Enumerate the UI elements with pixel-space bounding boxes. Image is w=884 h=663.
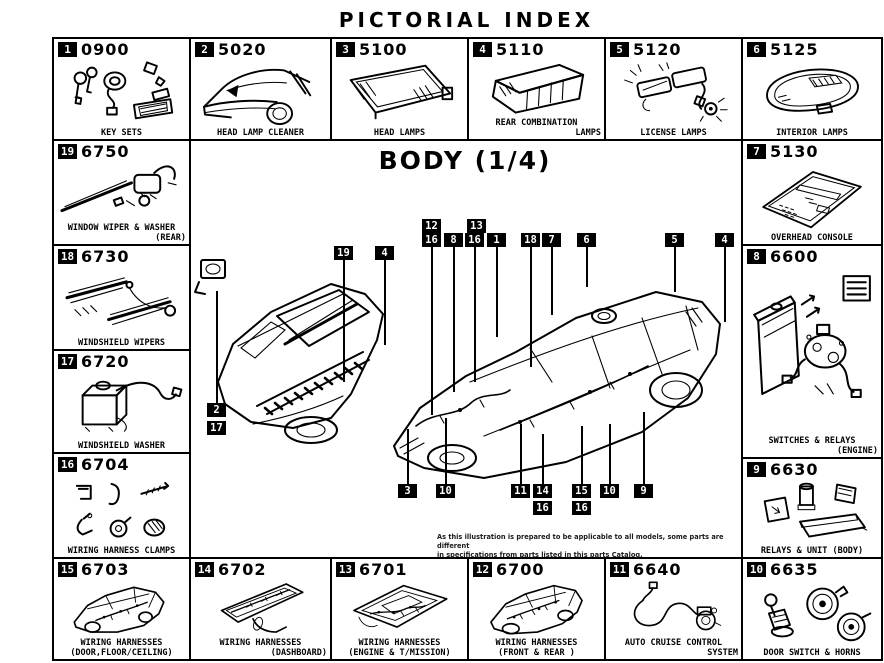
cell-label: WIRING HARNESSES — [495, 638, 578, 648]
cell-number-badge: 11 — [610, 562, 629, 577]
cell-label: WIRING HARNESSES — [358, 638, 441, 648]
cell-number-badge: 10 — [747, 562, 766, 577]
callout-badge-19: 19 — [334, 246, 353, 382]
cell-number-badge: 7 — [747, 144, 766, 159]
index-cell-head-lamps[interactable] — [330, 37, 469, 141]
cell-label-line2: (ENGINE & T/MISSION) — [348, 648, 451, 658]
cell-code: 0900 — [81, 40, 130, 59]
cell-number-badge: 17 — [58, 354, 77, 369]
cell-number-badge: 9 — [747, 462, 766, 477]
callout-badge-2: 2 — [207, 291, 226, 417]
callout-badge-10: 10 — [600, 424, 619, 498]
callout-badge-14: 14 — [533, 434, 552, 498]
interior-lamps-illustration — [746, 59, 878, 126]
relays-unit-body-illustration — [746, 479, 878, 544]
callout-badge-16: 16 — [533, 501, 552, 515]
cell-number-badge: 4 — [473, 42, 492, 57]
head-lamps-illustration — [335, 59, 464, 126]
index-cell-interior-lamps[interactable] — [741, 37, 883, 141]
cell-number-badge: 8 — [747, 249, 766, 264]
key-sets-illustration — [57, 59, 186, 126]
index-cell-head-lamp-cleaner[interactable] — [189, 37, 332, 141]
cell-label-line2: LAMPS — [575, 128, 601, 138]
cell-number-badge: 16 — [58, 457, 77, 472]
head-lamp-cleaner-illustration — [194, 59, 327, 126]
harness-door-floor-illustration — [57, 579, 186, 637]
index-cell-license-lamps[interactable] — [604, 37, 743, 141]
harness-engine-illustration — [335, 579, 464, 637]
index-cell-windshield-wipers[interactable] — [52, 244, 191, 351]
callout-badge-13: 13 — [467, 219, 486, 233]
cell-label: WIRING HARNESS CLAMPS — [67, 546, 176, 556]
page-title: PICTORIAL INDEX — [338, 8, 595, 32]
body-section-title: BODY (1/4) — [378, 146, 552, 175]
callout-badge-11: 11 — [511, 424, 530, 498]
cell-code: 5110 — [496, 40, 545, 59]
callout-badge-4: 4 — [715, 233, 734, 322]
cell-code: 6640 — [633, 560, 682, 579]
cell-label: WINDSHIELD WASHER — [78, 441, 165, 451]
callout-badge-5: 5 — [665, 233, 684, 292]
index-cell-relays-unit-body[interactable] — [741, 457, 883, 559]
index-cell-wiring-harnesses-dashboard[interactable] — [189, 557, 332, 661]
index-cell-switches-relays-engine[interactable] — [741, 244, 883, 459]
index-cell-rear-combination-lamps[interactable] — [467, 37, 606, 141]
cell-label: AUTO CRUISE CONTROL — [624, 638, 723, 648]
cell-label: KEY SETS — [101, 128, 142, 138]
index-cell-wiring-harness-clamps[interactable] — [52, 452, 191, 559]
harness-clamps-illustration — [57, 474, 186, 543]
callout-badge-6: 6 — [577, 233, 596, 287]
cell-code: 5125 — [770, 40, 819, 59]
index-cell-window-wiper-washer-rear[interactable] — [52, 139, 191, 246]
cell-label: RELAYS & UNIT (BODY) — [760, 546, 864, 556]
auto-cruise-illustration — [609, 579, 738, 637]
rear-wiper-illustration — [57, 161, 186, 221]
rear-combination-lamps-illustration — [472, 59, 601, 115]
callout-badge-16: 16 — [465, 233, 484, 382]
cell-code: 5130 — [770, 142, 819, 161]
cell-label: WIRING HARNESSES — [219, 638, 302, 648]
footnote — [437, 533, 737, 560]
index-cell-auto-cruise-control[interactable] — [604, 557, 743, 661]
overhead-console-illustration — [746, 161, 878, 231]
cell-code: 6630 — [770, 460, 819, 479]
index-cell-windshield-washer[interactable] — [52, 349, 191, 454]
cell-label: REAR COMBINATION — [495, 118, 578, 128]
windshield-wipers-illustration — [57, 266, 186, 335]
index-cell-overhead-console[interactable] — [741, 139, 883, 246]
cell-number-badge: 12 — [473, 562, 492, 577]
cell-label-line2: (ENGINE) — [837, 446, 878, 456]
cell-label: LICENSE LAMPS — [640, 128, 707, 138]
windshield-washer-illustration — [57, 371, 186, 439]
callout-badge-7: 7 — [542, 233, 561, 315]
cell-number-badge: 18 — [58, 249, 77, 264]
cell-code: 5020 — [218, 40, 267, 59]
callout-badge-15: 15 — [572, 426, 591, 498]
cell-label: HEAD LAMP CLEANER — [217, 128, 304, 138]
license-lamps-illustration — [609, 59, 738, 126]
cell-number-badge: 14 — [195, 562, 214, 577]
cell-number-badge: 5 — [610, 42, 629, 57]
cell-code: 6704 — [81, 455, 130, 474]
cell-code: 5120 — [633, 40, 682, 59]
cell-code: 5100 — [359, 40, 408, 59]
cell-label-line2: (FRONT & REAR ) — [498, 648, 575, 658]
callout-badge-9: 9 — [634, 412, 653, 498]
cell-number-badge: 13 — [336, 562, 355, 577]
harness-dashboard-illustration — [194, 579, 327, 637]
cell-code: 6750 — [81, 142, 130, 161]
cell-number-badge: 2 — [195, 42, 214, 57]
cell-code: 6701 — [359, 560, 408, 579]
cell-code: 6703 — [81, 560, 130, 579]
cell-code: 6635 — [770, 560, 819, 579]
cell-code: 6730 — [81, 247, 130, 266]
door-switch-horns-illustration — [746, 579, 878, 646]
cell-label-line2: (DASHBOARD) — [270, 648, 327, 658]
callout-badge-18: 18 — [521, 233, 540, 367]
harness-front-rear-illustration — [472, 579, 601, 637]
cell-label: OVERHEAD CONSOLE — [771, 233, 853, 243]
index-cell-wiring-harnesses-front-rear[interactable] — [467, 557, 606, 661]
callout-badge-12: 12 — [422, 219, 441, 233]
cell-label: DOOR SWITCH & HORNS — [763, 648, 861, 658]
cell-code: 6702 — [218, 560, 267, 579]
cell-number-badge: 1 — [58, 42, 77, 57]
cell-label: WINDOW WIPER & WASHER — [67, 223, 176, 233]
cell-code: 6600 — [770, 247, 819, 266]
index-cell-wiring-harnesses-engine-tmission[interactable] — [330, 557, 469, 661]
callout-badge-16: 16 — [572, 501, 591, 515]
cell-label: INTERIOR LAMPS — [776, 128, 848, 138]
index-cell-wiring-harnesses-door-floor-ceiling[interactable] — [52, 557, 191, 661]
cell-label-line2: (REAR) — [155, 233, 186, 243]
cell-label-line2: (DOOR,FLOOR/CEILING) — [70, 648, 173, 658]
cell-number-badge: 6 — [747, 42, 766, 57]
footnote-line2: in specifications from parts listed in this parts Catalog. — [437, 551, 643, 559]
callout-badge-1: 1 — [487, 233, 506, 337]
footnote-line1: As this illustration is prepared to be applicable to all models, some parts are different — [437, 533, 724, 550]
callout-badge-17: 17 — [207, 421, 226, 435]
callout-badge-4: 4 — [375, 246, 394, 345]
switches-relays-engine-illustration — [746, 266, 878, 423]
callout-badge-16: 16 — [422, 233, 441, 415]
cell-number-badge: 15 — [58, 562, 77, 577]
cell-number-badge: 19 — [58, 144, 77, 159]
cell-label: WIRING HARNESSES — [80, 638, 163, 648]
cell-number-badge: 3 — [336, 42, 355, 57]
index-cell-key-sets[interactable] — [52, 37, 191, 141]
cell-label: WINDSHIELD WIPERS — [78, 338, 165, 348]
cell-code: 6700 — [496, 560, 545, 579]
cell-label-line2: SYSTEM — [707, 648, 738, 658]
cell-label: SWITCHES & RELAYS — [768, 436, 856, 446]
cell-code: 6720 — [81, 352, 130, 371]
callout-badge-3: 3 — [398, 429, 417, 498]
callout-badge-8: 8 — [444, 233, 463, 392]
cell-label: HEAD LAMPS — [373, 128, 426, 138]
callout-badge-10: 10 — [436, 418, 455, 498]
index-cell-door-switch-horns[interactable] — [741, 557, 883, 661]
